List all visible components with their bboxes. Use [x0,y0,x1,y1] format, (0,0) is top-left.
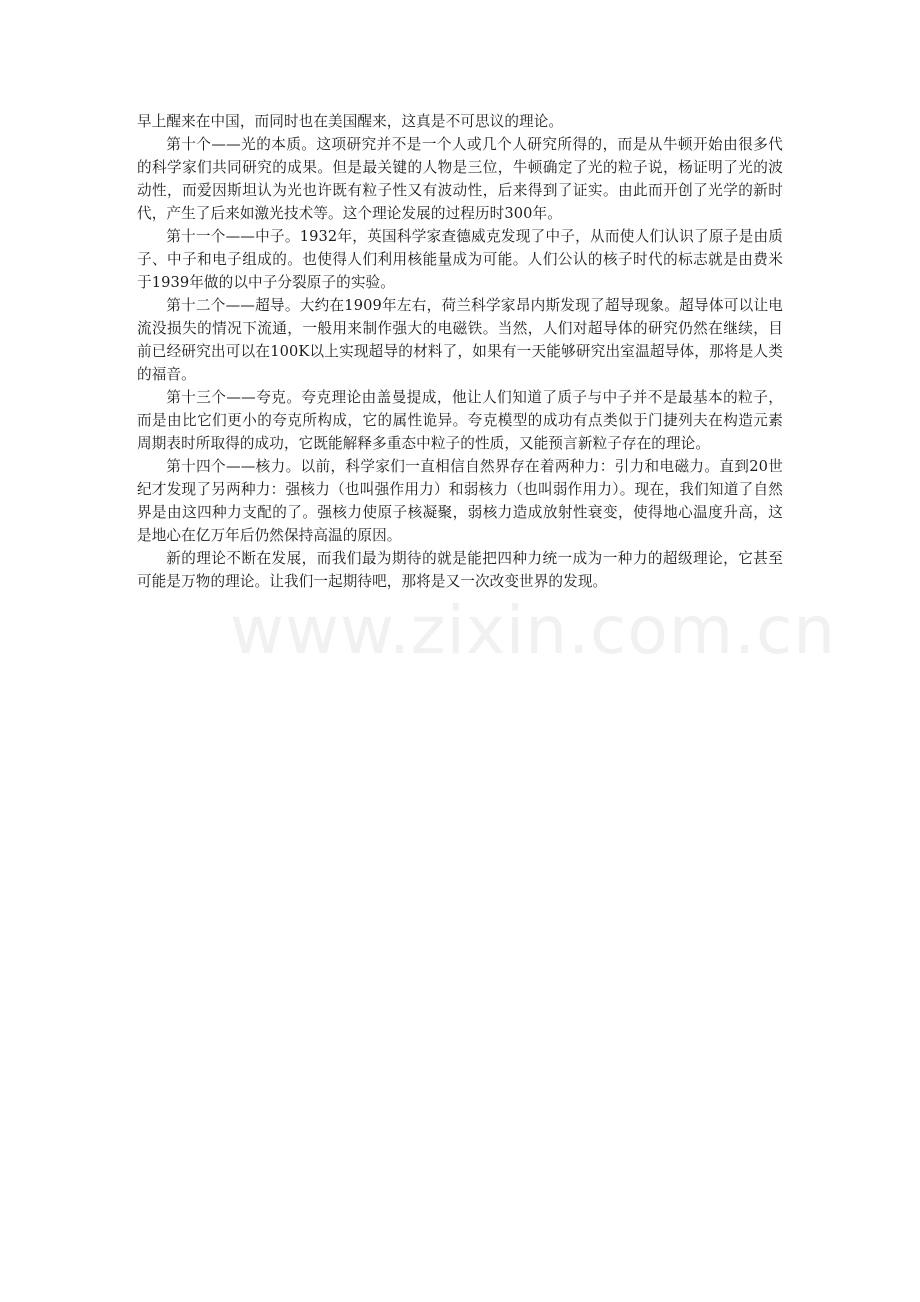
paragraph-nuclear-force: 第十四个——核力。以前，科学家们一直相信自然界存在着两种力：引力和电磁力。直到20世纪才发现了另两种力：强核力（也叫强作用力）和弱核力（也叫弱作用力）。现在，我们知道了自然界是由这四种力支配的了。强核力使原子核凝聚，弱核力造成放射性衰变，使得地心温度升高，这是地心在亿万年后仍然保持高温的原因。 [137,458,783,544]
document-body [137,110,783,593]
paragraph-conclusion: 新的理论不断在发展，而我们最为期待的就是能把四种力统一成为一种力的超级理论，它甚至可能是万物的理论。让我们一起期待吧，那将是又一次改变世界的发现。 [137,550,783,590]
paragraph-light-nature: 第十个——光的本质。这项研究并不是一个人或几个人研究所得的，而是从牛顿开始由很多代的科学家们共同研究的成果。但是最关键的人物是三位，牛顿确定了光的粒子说，杨证明了光的波动性，而爱因斯坦认为光也许既有粒子性又有波动性，后来得到了证实。由此而开创了光学的新时代，产生了后来如激光技术等。这个理论发展的过程历时300年。 [137,136,783,222]
paragraph-quark: 第十三个——夸克。夸克理论由盖曼提成，他让人们知道了质子与中子并不是最基本的粒子，而是由比它们更小的夸克所构成，它的属性诡异。夸克模型的成功有点类似于门捷列夫在构造元素周期表时所取得的成功，它既能解释多重态中粒子的性质，又能预言新粒子存在的理论。 [137,389,783,452]
watermark-text: www.zixin.com.cn [230,592,837,669]
paragraph-superconductivity: 第十二个——超导。大约在1909年左右，荷兰科学家昂内斯发现了超导现象。超导体可以让电流没损失的情况下流通，一般用来制作强大的电磁铁。当然，人们对超导体的研究仍然在继续，目前已经研究出可以在100K以上实现超导的材料了，如果有一天能够研究出室温超导体，那将是人类的福音。 [137,297,783,383]
paragraph-continuation: 早上醒来在中国，而同时也在美国醒来，这真是不可思议的理论。 [137,113,564,130]
paragraph-neutron: 第十一个——中子。1932年，英国科学家查德威克发现了中子，从而使人们认识了原子是由质子、中子和电子组成的。也使得人们利用核能量成为可能。人们公认的核子时代的标志就是由费米于1939年做的以中子分裂原子的实验。 [137,228,783,291]
